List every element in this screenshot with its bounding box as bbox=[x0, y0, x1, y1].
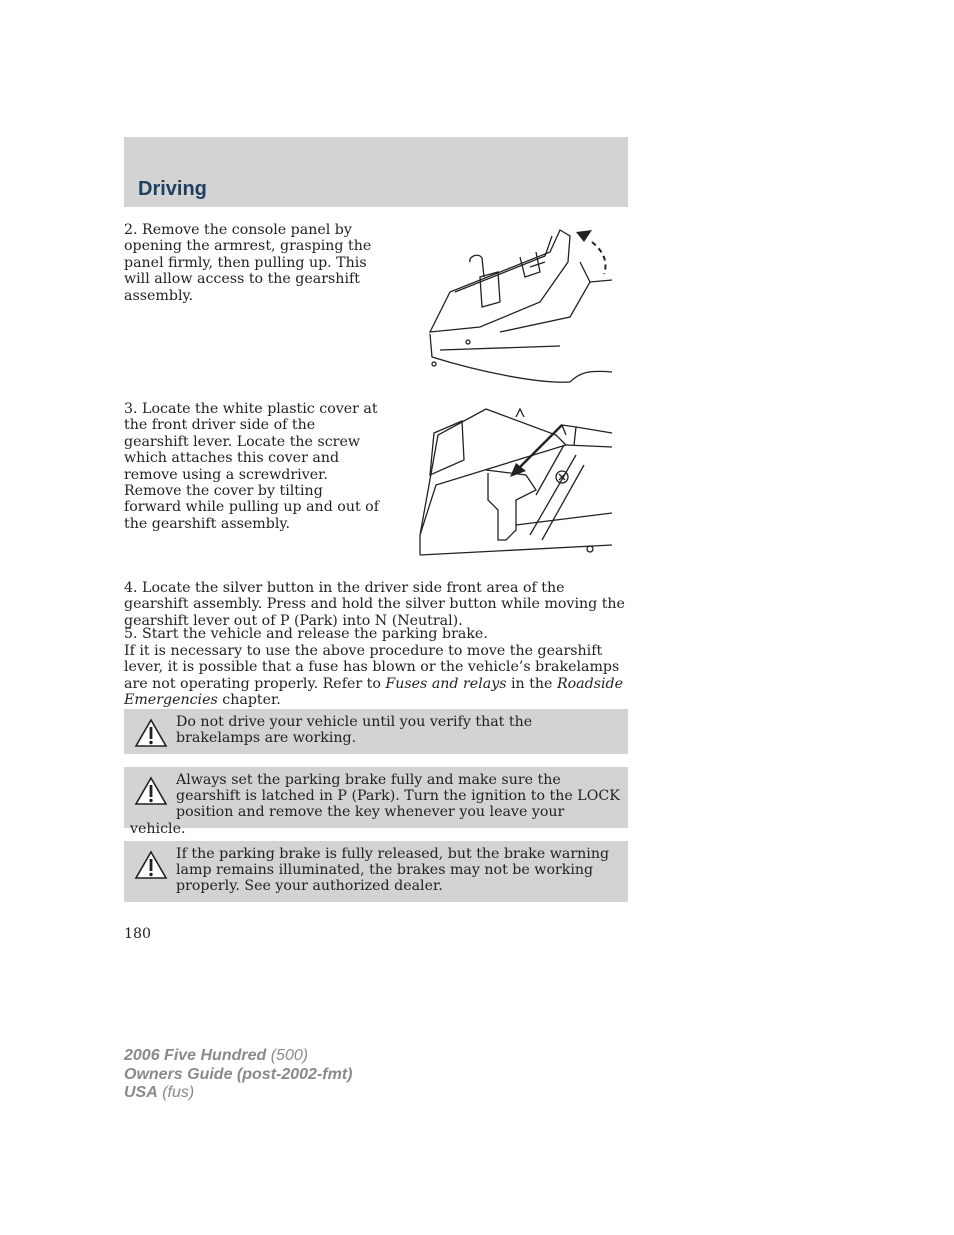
page-number: 180 bbox=[124, 926, 152, 942]
warning-text: If the parking brake is fully released, but the brake warning lamp remains illuminated, the brakes may not be working properly. See your authorized dealer. bbox=[176, 846, 610, 895]
step-4-text: 4. Locate the silver button in the driver side front area of the gearshift assembly. Press and hold the silver button while moving the gearshift lever out of P (Park) into N (Neutral). bbox=[124, 580, 625, 629]
warning-triangle-icon bbox=[134, 718, 168, 748]
roadside-emergencies-ref: Roadside Emergencies bbox=[124, 675, 624, 709]
console-panel-illustration bbox=[420, 222, 616, 386]
fuse-note-text-mid: in the bbox=[506, 675, 557, 692]
warning-text: Do not drive your vehicle until you verify that the brakelamps are working. bbox=[176, 714, 533, 747]
warning-text: Always set the parking brake fully and make sure the gearshift is latched in P (Park). Turn the ignition to the LOCK position and remove the key whenever you leave your vehicle. bbox=[130, 772, 620, 837]
warning-box bbox=[124, 767, 628, 837]
warning-triangle-icon bbox=[134, 776, 168, 806]
step-3-text: 3. Locate the white plastic cover at the front driver side of the gearshift lever. Locate the screw which attaches this cover and remove using a screwdriver. Remove the cover by tilting forward while pulling up and out of the gearshift assembly. bbox=[124, 401, 379, 532]
section-title: Driving bbox=[138, 178, 207, 200]
footer bbox=[124, 1047, 352, 1103]
footer-line-1: 2006 Five Hundred (500) bbox=[124, 1047, 309, 1064]
footer-line-3: USA (fus) bbox=[124, 1084, 195, 1101]
fuse-note-text-end: chapter. bbox=[217, 692, 281, 709]
step-5-text: 5. Start the vehicle and release the parking brake. bbox=[124, 626, 488, 642]
gearshift-cover-illustration bbox=[416, 405, 614, 565]
fuses-and-relays-ref: Fuses and relays bbox=[385, 675, 507, 692]
footer-line-2: Owners Guide (post-2002-fmt) bbox=[124, 1065, 353, 1083]
fuse-note-text: If it is necessary to use the above procedure to move the gearshift lever, it is possible that a fuse has blown or the vehicle’s brakelamps are not operating properly. Refer to bbox=[124, 643, 620, 692]
section-header bbox=[124, 137, 628, 207]
step-2-text: 2. Remove the console panel by opening the armrest, grasping the panel firmly, then pulling up. This will allow access to the gearshift assembly. bbox=[124, 222, 372, 304]
warning-triangle-icon bbox=[134, 850, 168, 880]
warning-box bbox=[124, 841, 628, 902]
fuse-note bbox=[124, 643, 628, 709]
warning-box bbox=[124, 709, 628, 754]
